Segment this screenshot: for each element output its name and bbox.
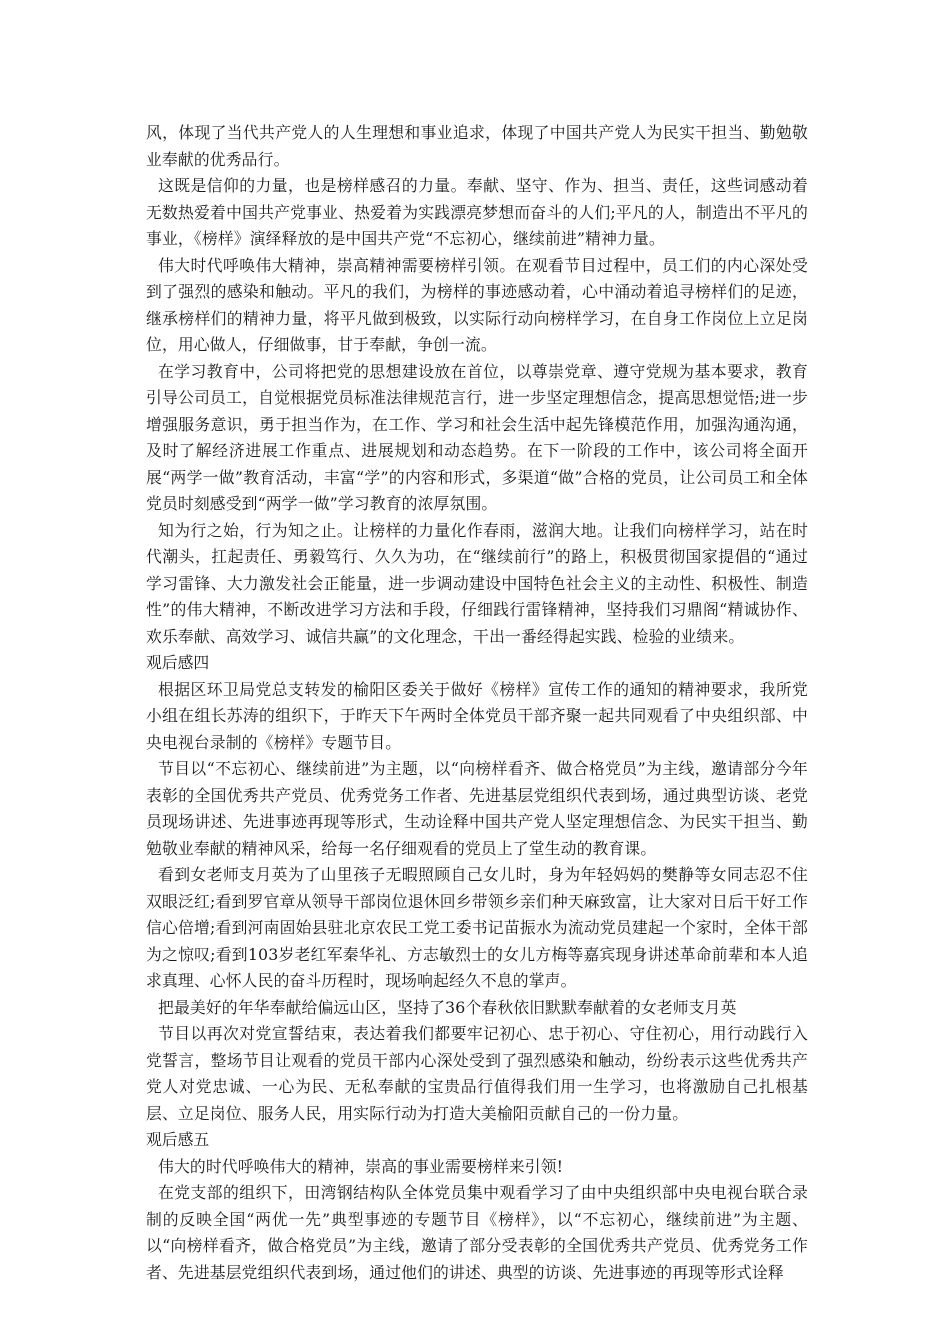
paragraph: 节目以再次对党宣誓结束，表达着我们都要牢记初心、忠于初心、守住初心，用行动践行入党誓言，整场节目让观看的党员干部内心深处受到了强烈感染和触动，纷纷表示这些优秀共产党人对党忠诚、一心为民、无私奉献的宝贵品行值得我们用一生学习，也将激励自己扎根基层、立足岗位、服务人民，用实际行动为打造大美榆阳贡献自己的一份力量。	[146, 1024, 808, 1123]
paragraph: 根据区环卫局党总支转发的榆阳区委关于做好《榜样》宣传工作的通知的精神要求，我所党小组在组长苏涛的组织下，于昨天下午两时全体党员干部齐聚一起共同观看了中央组织部、中央电视台录制的《榜样》专题节目。	[146, 679, 808, 752]
paragraph: 节目以“不忘初心、继续前进”为主题，以“向榜样看齐、做合格党员”为主线，邀请部分今年表彰的全国优秀共产党员、优秀党务工作者、先进基层党组织代表到场，通过典型访谈、老党员现场讲述、先进事迹再现等形式，生动诠释中国共产党人坚定理想信念、为民实干担当、勤勉敬业奉献的精神风采，给每一名仔细观看的党员上了堂生动的教育课。	[146, 759, 808, 858]
paragraph: 把最美好的年华奉献给偏远山区，坚持了36个春秋依旧默默奉献着的女老师支月英	[158, 997, 737, 1017]
section-heading: 观后感五	[146, 1130, 210, 1149]
paragraph: 这既是信仰的力量，也是榜样感召的力量。奉献、坚守、作为、担当、责任，这些词感动着无数热爱着中国共产党事业、热爱着为实践漂亮梦想而奋斗的人们;平凡的人，制造出不平凡的事业，《榜样》演绎释放的是中国共产党“不忘初心，继续前进”精神力量。	[146, 176, 808, 248]
paragraph: 看到女老师支月英为了山里孩子无暇照顾自己女儿时，身为年轻妈妈的樊静等女同志忍不住双眼泛红;看到罗官章从领导干部岗位退休回乡带领乡亲们种天麻致富，让大家对日后干好工作信心倍增;看到河南固始县驻北京农民工党工委书记苗振水为流动党员建起一个家时，全体干部为之惊叹;看到103岁老红军秦华礼、方志敏烈士的女儿方梅等嘉宾现身讲述革命前辈和本人追求真理、心怀人民的奋斗历程时，现场响起经久不息的掌声。	[146, 865, 808, 990]
section-heading: 观后感四	[146, 653, 210, 672]
paragraph: 在学习教育中，公司将把党的思想建设放在首位，以尊崇党章、遵守党规为基本要求，教育引导公司员工，自觉根据党员标准法律规范言行，进一步坚定理想信念，提高思想觉悟;进一步增强服务意识，勇于担当作为，在工作、学习和社会生活中起先锋模范作用，加强沟通沟通，及时了解经济进展工作重点、进展规划和动态趋势。在下一阶段的工作中，该公司将全面开展“两学一做”教育活动，丰富“学”的内容和形式，多渠道“做”合格的党员，让公司员工和全体党员时刻感受到“两学一做”学习教育的浓厚氛围。	[146, 361, 808, 513]
document-body	[146, 120, 808, 1286]
paragraph: 伟大时代呼唤伟大精神，崇高精神需要榜样引领。在观看节目过程中，员工们的内心深处受到了强烈的感染和触动。平凡的我们，为榜样的事迹感动着，心中涌动着追寻榜样们的足迹，继承榜样们的精神力量，将平凡做到极致，以实际行动向榜样学习，在自身工作岗位上立足岗位，用心做人，仔细做事，甘于奉献，争创一流。	[146, 255, 808, 354]
paragraph: 知为行之始，行为知之止。让榜样的力量化作春雨，滋润大地。让我们向榜样学习，站在时代潮头，扛起责任、勇毅笃行、久久为功，在“继续前行”的路上，积极贯彻国家提倡的“通过学习雷锋、大力激发社会正能量，进一步调动建设中国特色社会主义的主动性、积极性、制造性”的伟大精神，不断改进学习方法和手段，仔细践行雷锋精神，坚持我们习鼎阁“精诚协作、欢乐奉献、高效学习、诚信共赢”的文化理念，干出一番经得起实践、检验的业绩来。	[146, 520, 808, 646]
paragraph: 在党支部的组织下，田湾钢结构队全体党员集中观看学习了由中央组织部中央电视台联合录制的反映全国“两优一先”典型事迹的专题节目《榜样》，以“不忘初心，继续前进”为主题、以“向榜样看齐，做合格党员”为主线，邀请了部分受表彰的全国优秀共产党员、优秀党务工作者、先进基层党组织代表到场，通过他们的讲述、典型的访谈、先进事迹的再现等形式诠释	[146, 1183, 808, 1282]
paragraph: 伟大的时代呼唤伟大的精神，崇高的事业需要榜样来引领!	[158, 1156, 564, 1176]
paragraph: 风，体现了当代共产党人的人生理想和事业追求，体现了中国共产党人为民实干担当、勤勉敬业奉献的优秀品行。	[146, 123, 808, 169]
